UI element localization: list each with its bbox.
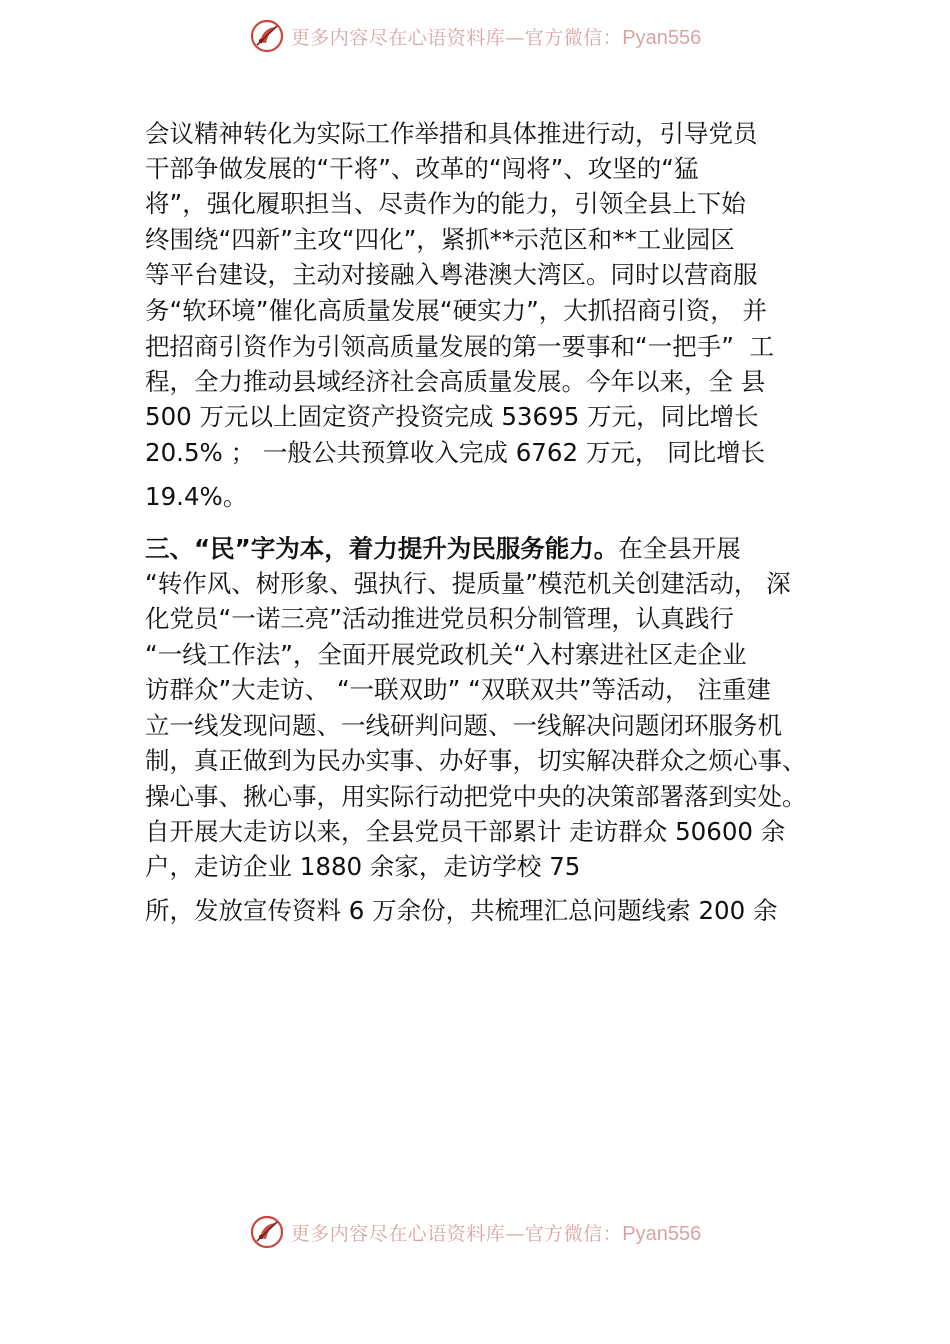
- section-line: 制，真正做到为民办实事、办好事，切实解决群众之烦心事、: [145, 746, 807, 775]
- section-line: 户，走访企业 1880 余家，走访学校 75: [145, 852, 581, 881]
- body-line: 将”，强化履职担当、尽责作为的能力，引领全县上下始: [145, 189, 746, 218]
- section-line: 化党员“一诺三亮”活动推进党员积分制管理，认真践行: [145, 604, 734, 633]
- body-line: 终围绕“四新”主攻“四化”，紧抓**示范区和**工业园区: [145, 225, 735, 254]
- body-line: 把招商引资作为引领高质量发展的第一要事和“一把手” 工: [145, 332, 774, 361]
- header-watermark: [0, 14, 950, 58]
- body-line: 干部争做发展的“干将”、改革的“闯将”、攻坚的“猛: [145, 154, 699, 183]
- section-line: 操心事、揪心事，用实际行动把党中央的决策部署落到实处。: [145, 782, 807, 811]
- footer-watermark: [0, 1210, 950, 1254]
- seal-logo-icon: [249, 18, 285, 54]
- section-line: “转作风、树形象、强执行、提质量”模范机关创建活动， 深: [145, 569, 791, 598]
- seal-logo-icon: [249, 1214, 285, 1250]
- section-heading: 三、“民”字为本，着力提升为民服务能力。: [145, 534, 619, 563]
- body-line: 程，全力推动县域经济社会高质量发展。今年以来，全 县: [145, 367, 766, 396]
- body-line: 20.5% ； 一般公共预算收入完成 6762 万元， 同比增长: [145, 438, 766, 467]
- body-line: 500 万元以上固定资产投资完成 53695 万元，同比增长: [145, 402, 759, 431]
- body-line: 务“软环境”催化高质量发展“硬实力”，大抓招商引资， 并: [145, 296, 768, 325]
- body-line: 会议精神转化为实际工作举措和具体推进行动，引导党员: [145, 119, 758, 148]
- section-heading-line: [145, 534, 741, 564]
- section-line: “一线工作法”，全面开展党政机关“入村寨进社区走企业: [145, 640, 747, 669]
- section-line: 所，发放宣传资料 6 万余份，共梳理汇总问题线索 200 余: [145, 896, 778, 925]
- body-line: 等平台建设，主动对接融入粤港澳大湾区。同时以营商服: [145, 260, 758, 289]
- section-line: 访群众”大走访、 “一联双助” “双联双共”等活动， 注重建: [145, 675, 771, 704]
- watermark-text: 更多内容尽在心语资料库—官方微信：Pyan556: [290, 1222, 702, 1245]
- section-line: 自开展大走访以来，全县党员干部累计 走访群众 50600 余: [145, 817, 786, 846]
- section-line: 立一线发现问题、一线研判问题、一线解决问题闭环服务机: [145, 711, 782, 740]
- watermark-text: 更多内容尽在心语资料库—官方微信：Pyan556: [290, 26, 702, 49]
- body-line: 19.4%。: [145, 482, 248, 511]
- section-heading-rest: 在全县开展: [618, 534, 741, 563]
